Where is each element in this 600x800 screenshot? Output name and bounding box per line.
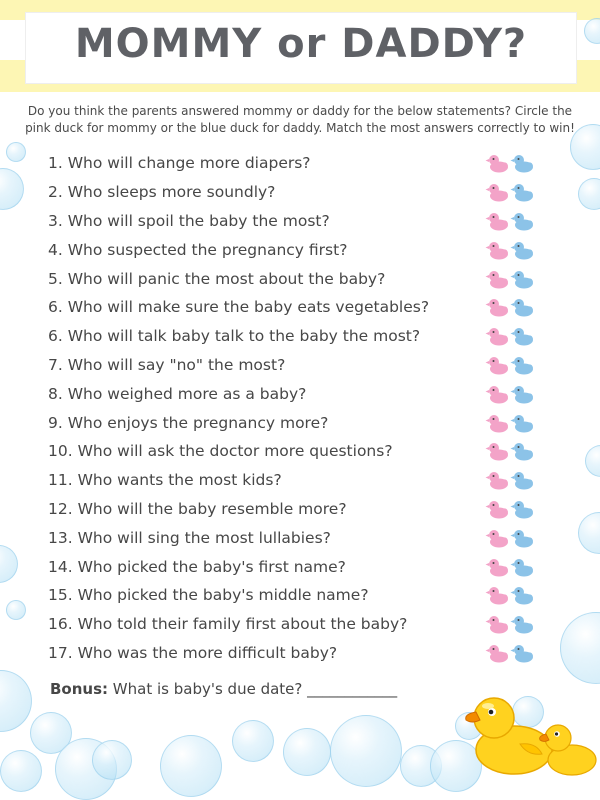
question-item [48, 552, 538, 581]
pink-duck-mommy-icon[interactable] [485, 469, 509, 491]
pink-duck-mommy-icon[interactable] [485, 584, 509, 606]
question-item [48, 523, 538, 552]
pink-duck-mommy-icon[interactable] [485, 268, 509, 290]
question-text: 6. Who will talk baby talk to the baby the most? [48, 327, 421, 346]
duck-choices [485, 613, 534, 635]
blue-duck-daddy-icon[interactable] [510, 642, 534, 664]
question-item [48, 149, 538, 178]
blue-duck-daddy-icon[interactable] [510, 210, 534, 232]
question-text: 13. Who will sing the most lullabies? [48, 528, 331, 547]
bubble-decoration [0, 545, 18, 583]
pink-duck-mommy-icon[interactable] [485, 239, 509, 261]
bonus-question [50, 680, 397, 698]
blue-duck-daddy-icon[interactable] [510, 239, 534, 261]
question-list [48, 149, 538, 667]
small-rubber-duck-icon [538, 720, 598, 776]
bubble-decoration [0, 670, 32, 732]
blue-duck-daddy-icon[interactable] [510, 268, 534, 290]
duck-choices [485, 642, 534, 664]
question-text: 9. Who enjoys the pregnancy more? [48, 413, 329, 432]
blue-duck-daddy-icon[interactable] [510, 152, 534, 174]
bubble-decoration [0, 168, 24, 210]
question-item [48, 178, 538, 207]
duck-choices [485, 440, 534, 462]
page-title: MOMMY or DADDY? [74, 21, 528, 67]
bubble-decoration [560, 612, 600, 684]
duck-choices [485, 181, 534, 203]
bubble-decoration [578, 178, 600, 210]
bubble-decoration [578, 512, 600, 554]
question-item [48, 408, 538, 437]
bubble-decoration [92, 740, 132, 780]
pink-duck-mommy-icon[interactable] [485, 325, 509, 347]
duck-choices [485, 383, 534, 405]
question-item [48, 610, 538, 639]
question-item [48, 207, 538, 236]
question-text: 2. Who sleeps more soundly? [48, 183, 276, 202]
bubble-decoration [584, 18, 600, 44]
blue-duck-daddy-icon[interactable] [510, 556, 534, 578]
blue-duck-daddy-icon[interactable] [510, 354, 534, 376]
pink-duck-mommy-icon[interactable] [485, 556, 509, 578]
bubble-decoration [283, 728, 331, 776]
duck-choices [485, 354, 534, 376]
bubble-decoration [6, 600, 26, 620]
question-text: 6. Who will make sure the baby eats vegetables? [48, 298, 430, 317]
question-item [48, 264, 538, 293]
question-item [48, 351, 538, 380]
duck-choices [485, 556, 534, 578]
question-text: 10. Who will ask the doctor more questions? [48, 442, 393, 461]
question-item [48, 581, 538, 610]
pink-duck-mommy-icon[interactable] [485, 498, 509, 520]
bubble-decoration [6, 142, 26, 162]
title-box [25, 12, 577, 84]
duck-choices [485, 412, 534, 434]
blue-duck-daddy-icon[interactable] [510, 469, 534, 491]
pink-duck-mommy-icon[interactable] [485, 152, 509, 174]
question-item [48, 235, 538, 264]
question-item [48, 379, 538, 408]
question-text: 11. Who wants the most kids? [48, 471, 282, 490]
pink-duck-mommy-icon[interactable] [485, 613, 509, 635]
question-text: 17. Who was the more difficult baby? [48, 643, 338, 662]
duck-choices [485, 498, 534, 520]
duck-choices [485, 296, 534, 318]
question-text: 3. Who will spoil the baby the most? [48, 211, 330, 230]
duck-choices [485, 239, 534, 261]
pink-duck-mommy-icon[interactable] [485, 642, 509, 664]
question-text: 15. Who picked the baby's middle name? [48, 586, 369, 605]
question-item [48, 437, 538, 466]
bubble-decoration [585, 445, 600, 477]
blue-duck-daddy-icon[interactable] [510, 440, 534, 462]
duck-choices [485, 325, 534, 347]
question-item [48, 466, 538, 495]
bubble-decoration [0, 750, 42, 792]
pink-duck-mommy-icon[interactable] [485, 527, 509, 549]
bonus-label: Bonus: [50, 680, 109, 698]
blue-duck-daddy-icon[interactable] [510, 498, 534, 520]
duck-choices [485, 469, 534, 491]
question-text: 12. Who will the baby resemble more? [48, 499, 347, 518]
blue-duck-daddy-icon[interactable] [510, 383, 534, 405]
duck-choices [485, 268, 534, 290]
instructions: Do you think the parents answered mommy or daddy for the below statements? Circle the pink duck for mommy or the blue duck for daddy. Match the most answers correctly to win! [25, 104, 575, 135]
bubble-decoration [330, 715, 402, 787]
question-item [48, 293, 538, 322]
pink-duck-mommy-icon[interactable] [485, 383, 509, 405]
duck-choices [485, 584, 534, 606]
pink-duck-mommy-icon[interactable] [485, 181, 509, 203]
question-text: 1. Who will change more diapers? [48, 154, 311, 173]
pink-duck-mommy-icon[interactable] [485, 412, 509, 434]
bonus-text: What is baby's due date? ____________ [108, 680, 398, 698]
pink-duck-mommy-icon[interactable] [485, 354, 509, 376]
pink-duck-mommy-icon[interactable] [485, 440, 509, 462]
blue-duck-daddy-icon[interactable] [510, 527, 534, 549]
question-text: 8. Who weighed more as a baby? [48, 384, 307, 403]
question-item [48, 495, 538, 524]
question-text: 14. Who picked the baby's first name? [48, 557, 346, 576]
question-text: 5. Who will panic the most about the baby? [48, 269, 386, 288]
blue-duck-daddy-icon[interactable] [510, 584, 534, 606]
blue-duck-daddy-icon[interactable] [510, 412, 534, 434]
question-item [48, 322, 538, 351]
duck-choices [485, 152, 534, 174]
bubble-decoration [232, 720, 274, 762]
pink-duck-mommy-icon[interactable] [485, 296, 509, 318]
blue-duck-daddy-icon[interactable] [510, 613, 534, 635]
blue-duck-daddy-icon[interactable] [510, 181, 534, 203]
blue-duck-daddy-icon[interactable] [510, 296, 534, 318]
question-text: 16. Who told their family first about the baby? [48, 615, 408, 634]
question-text: 4. Who suspected the pregnancy first? [48, 240, 348, 259]
blue-duck-daddy-icon[interactable] [510, 325, 534, 347]
duck-choices [485, 527, 534, 549]
question-item [48, 639, 538, 668]
question-text: 7. Who will say "no" the most? [48, 355, 286, 374]
bubble-decoration [160, 735, 222, 797]
pink-duck-mommy-icon[interactable] [485, 210, 509, 232]
duck-choices [485, 210, 534, 232]
